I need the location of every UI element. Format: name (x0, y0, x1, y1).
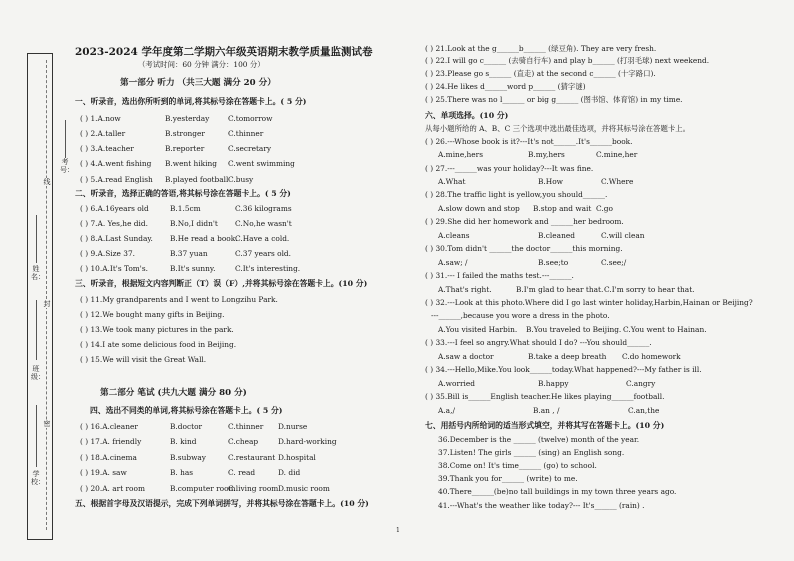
option-b: B.37 yuan (170, 249, 208, 258)
option-b: B.yesterday (165, 114, 210, 123)
question: ( ) 10.A.It's Tom's. (80, 264, 148, 273)
section-heading: 四、选出不同类的单词,将其标号涂在答题卡上。( 5 分) (90, 406, 283, 415)
margin-line (36, 405, 37, 467)
question-continued: ---______,because you wore a dress in the photo. (431, 311, 610, 320)
option-b: B.subway (170, 453, 206, 462)
option-b: B. kind (170, 437, 197, 446)
option-c: C.will clean (601, 231, 645, 240)
option-c: C.angry (626, 379, 656, 388)
option-c: C. read (228, 468, 256, 477)
margin-label-class: 班级： (31, 365, 45, 381)
option-c: C.37 years old. (235, 249, 292, 258)
question: ( ) 28.The traffic light is yellow,you should______. (425, 190, 608, 199)
margin-line (36, 215, 37, 263)
margin-label-exam-no: 考号： (60, 158, 74, 174)
question: ( ) 15.We will visit the Great Wall. (80, 355, 207, 364)
option-b: B.No,I didn't (170, 219, 218, 228)
question: 39.Thank you for______ (write) to me. (438, 474, 578, 483)
option-b: B.He read a book. (170, 234, 238, 243)
question: 41.---What's the weather like today?--- It's______ (rain) . (438, 501, 645, 510)
question: 38.Come on! It's time______ (go) to school. (438, 461, 597, 470)
option-b: B.an , / (533, 406, 560, 415)
section-heading: 一、听录音，选出你所听到的单词,将其标号涂在答题卡上。( 5 分) (75, 97, 307, 106)
option-c: C.tomorrow (228, 114, 273, 123)
question: ( ) 22.I will go c______ (去骑自行车) and play b______ (打羽毛球) next weekend. (425, 56, 710, 65)
option-b: B.happy (538, 379, 569, 388)
question: ( ) 5.A.read English (80, 175, 153, 184)
question: ( ) 2.A.taller (80, 129, 126, 138)
page-number: 1 (396, 527, 400, 534)
option-b: B.1.5cm (170, 204, 201, 213)
question: 40.There______(be)no tall buildings in my town three years ago. (438, 487, 677, 496)
question: ( ) 6.A.16years old (80, 204, 149, 213)
question: ( ) 31.--- I failed the maths test.---______. (425, 271, 574, 280)
option-b: B.doctor (170, 422, 203, 431)
cut-mark: 密 (43, 420, 51, 428)
exam-subtitle: （考试时间：60 分钟 满分：100 分） (138, 60, 265, 69)
question: ( ) 26.---Whose book is it?---It's not______.It's______book. (425, 137, 633, 146)
option-c: C.living room (228, 484, 279, 493)
option-c: C.went swimming (228, 159, 295, 168)
option-b: B.my,hers (528, 150, 565, 159)
option-c: C.Where (601, 177, 634, 186)
option-c: C.busy (228, 175, 254, 184)
option-b: B.stop and wait (533, 204, 592, 213)
option-a: A.a,/ (438, 406, 455, 415)
option-a: A.That's right. (438, 285, 492, 294)
section-heading: 六、单项选择。(10 分) (425, 111, 509, 120)
option-d: D.music room (278, 484, 330, 493)
question: ( ) 17.A. friendly (80, 437, 142, 446)
option-c: C.No,he wasn't (235, 219, 292, 228)
question: ( ) 23.Please go s______ (直走) at the second c______ (十字路口). (425, 69, 656, 78)
option-a: A.mine,hers (438, 150, 484, 159)
option-c: C.an,the (628, 406, 660, 415)
option-c: C.do homework (622, 352, 681, 361)
section-intro: 从每小题所给的 A、B、C 三个选项中选出最佳选项，并将其标号涂在答题卡上。 (425, 124, 691, 133)
option-d: D.hospital (278, 453, 316, 462)
question: ( ) 9.A.Size 37. (80, 249, 136, 258)
option-a: A.saw; / (438, 258, 468, 267)
option-b: B.see;to (538, 258, 569, 267)
question: ( ) 33.---I feel so angry.What should I do? ---You should______. (425, 338, 652, 347)
question: ( ) 12.We bought many gifts in Beijing. (80, 310, 225, 319)
option-d: D.hard-working (278, 437, 337, 446)
question: ( ) 24.He likes d______word p______ (猜字谜) (425, 82, 586, 91)
question: ( ) 11.My grandparents and I went to Longzihu Park. (80, 295, 278, 304)
section-heading: 三、听录音，根据短文内容判断正（T）误（F）,并将其标号涂在答题卡上。(10 分) (75, 279, 368, 288)
margin-label-name: 姓名： (31, 265, 45, 281)
question: ( ) 35.Bill is______English teacher.He likes playing______football. (425, 392, 665, 401)
option-c: C.It's interesting. (235, 264, 301, 273)
question: ( ) 7.A. Yes,he did. (80, 219, 148, 228)
margin-line (65, 120, 66, 158)
option-a: A.You visited Harbin. (438, 325, 518, 334)
question: ( ) 25.There was no l______ or big g______ (图书馆、体育馆) in my time. (425, 95, 683, 104)
question: ( ) 4.A.went fishing (80, 159, 152, 168)
option-c: C.I'm sorry to hear that. (604, 285, 695, 294)
option-b: B. has (170, 468, 194, 477)
option-c: C.You went to Hainan. (623, 325, 707, 334)
option-c: C.thinner (228, 422, 264, 431)
part2-title: 第二部分 笔试 (共九大题 满分 80 分) (100, 388, 247, 398)
option-c: C.Have a cold. (235, 234, 290, 243)
option-c: C.thinner (228, 129, 264, 138)
question: ( ) 18.A.cinema (80, 453, 137, 462)
option-c: C.restaurant (228, 453, 276, 462)
option-b: B.computer room (170, 484, 236, 493)
question: 37.Listen! The girls ______ (sing) an English song. (438, 448, 625, 457)
option-b: B.reporter (165, 144, 205, 153)
option-b: B.You traveled to Beijing. (526, 325, 622, 334)
question: ( ) 13.We took many pictures in the park. (80, 325, 234, 334)
question: ( ) 29.She did her homework and ______her bedroom. (425, 217, 624, 226)
question: 36.December is the ______ (twelve) month of the year. (438, 435, 640, 444)
cut-mark: 线 (43, 178, 51, 186)
exam-title: 2023-2024 学年度第二学期六年级英语期末教学质量监测试卷 (75, 46, 373, 58)
option-c: C.cheap (228, 437, 259, 446)
margin-line (36, 300, 37, 360)
option-c: C.secretary (228, 144, 272, 153)
option-b: B.take a deep breath (528, 352, 607, 361)
cut-line (46, 60, 47, 530)
question: ( ) 3.A.teacher (80, 144, 134, 153)
option-b: B.How (538, 177, 564, 186)
question: ( ) 8.A.Last Sunday. (80, 234, 153, 243)
question: ( ) 16.A.cleaner (80, 422, 138, 431)
question: ( ) 30.Tom didn't ______the doctor______this morning. (425, 244, 623, 253)
question: ( ) 27.---______was your holiday?---It was fine. (425, 164, 594, 173)
question: ( ) 19.A. saw (80, 468, 127, 477)
option-b: B.played football (165, 175, 229, 184)
option-b: B.I'm glad to hear that. (516, 285, 604, 294)
cut-mark: 封 (43, 300, 51, 308)
question: ( ) 1.A.now (80, 114, 121, 123)
question: ( ) 14.I ate some delicious food in Beijing. (80, 340, 237, 349)
question: ( ) 32.---Look at this photo.Where did I go last winter holiday,Harbin,Hainan or Beijing? (425, 298, 753, 307)
margin-label-school: 学校： (31, 470, 45, 486)
option-b: B.went hiking (165, 159, 218, 168)
option-b: B.It's sunny. (170, 264, 216, 273)
option-a: A.saw a doctor (438, 352, 494, 361)
section-heading: 七、用括号内所给词的适当形式填空，并将其写在答题卡上。(10 分) (425, 421, 665, 430)
option-c: C.go (596, 204, 613, 213)
option-b: B.stronger (165, 129, 205, 138)
option-a: A.What (438, 177, 466, 186)
option-c: C.36 kilograms (235, 204, 292, 213)
option-d: D. did (278, 468, 301, 477)
option-c: C.see;/ (601, 258, 627, 267)
option-a: A.cleans (438, 231, 470, 240)
question: ( ) 34.---Hello,Mike.You look______today.What happened?---My father is ill. (425, 365, 702, 374)
part1-title: 第一部分 听力 （共三大题 满分 20 分） (120, 78, 276, 88)
section-heading: 二、听录音，选择正确的答语,将其标号涂在答题卡上。( 5 分) (75, 189, 291, 198)
question: ( ) 20.A. art room (80, 484, 145, 493)
section-heading: 五、根据首字母及汉语提示，完成下列单词拼写，并将其标号涂在答题卡上。(10 分) (75, 499, 369, 508)
option-b: B.cleaned (538, 231, 575, 240)
option-a: A.slow down and stop (438, 204, 520, 213)
option-a: A.worried (438, 379, 475, 388)
binding-margin (27, 53, 53, 540)
option-c: C.mine,her (596, 150, 638, 159)
option-d: D.nurse (278, 422, 308, 431)
question: ( ) 21.Look at the g______b______ (绿豆角). They are very fresh. (425, 44, 657, 53)
